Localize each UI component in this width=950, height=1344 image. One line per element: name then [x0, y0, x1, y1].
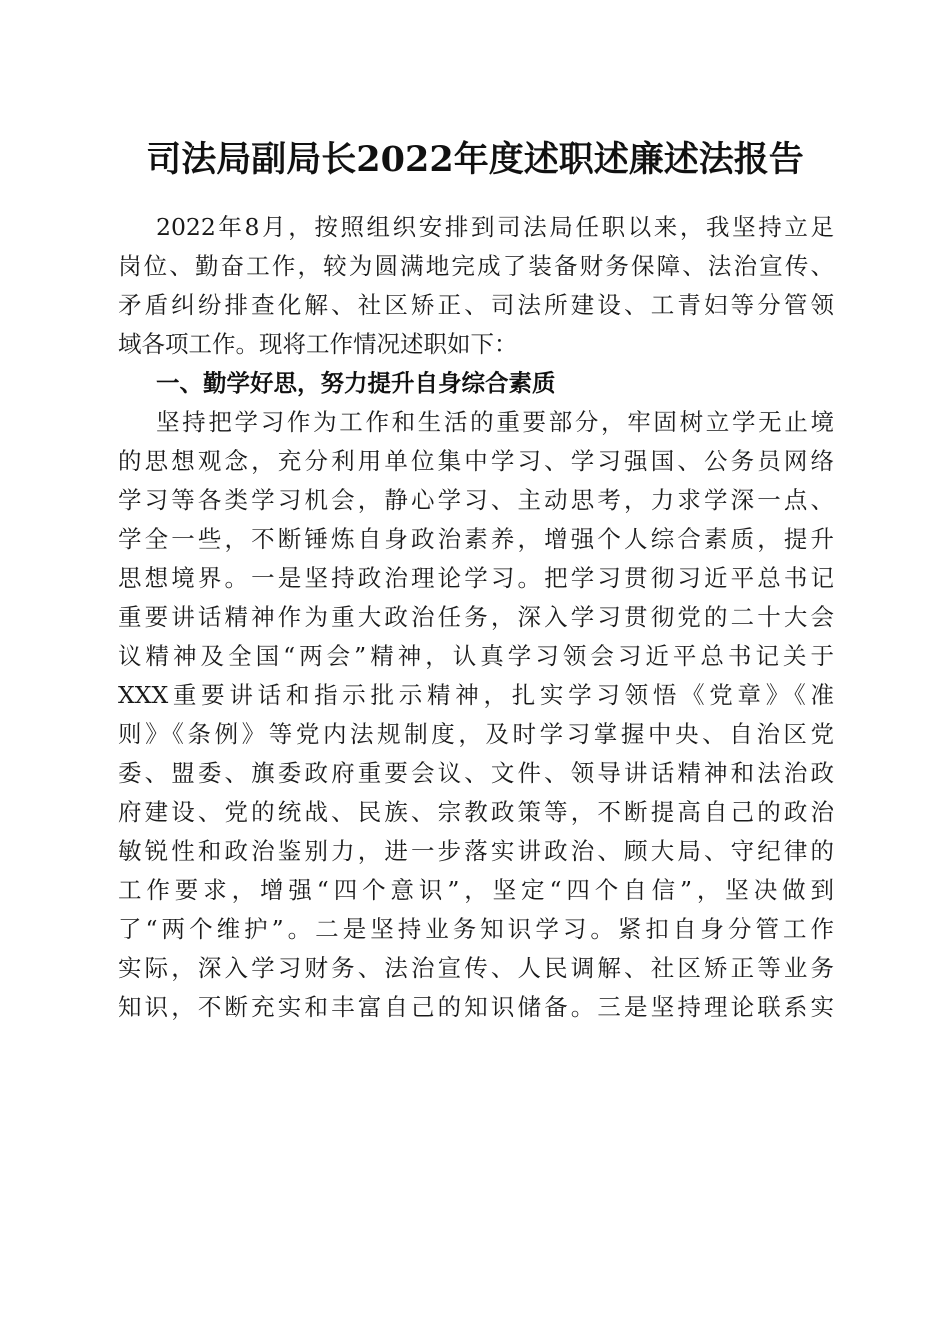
paragraph-line: 府建设、党的统战、民族、宗教政策等，不断提高自己的政治: [118, 798, 834, 826]
paragraph-line: 知识，不断充实和丰富自己的知识储备。三是坚持理论联系实: [118, 993, 834, 1021]
paragraph-line: 重要讲话精神作为重大政治任务，深入学习贯彻党的二十大会: [118, 603, 834, 631]
paragraph-line: 的思想观念，充分利用单位集中学习、学习强国、公务员网络: [118, 447, 834, 475]
document-title: 司法局副局长2022年度述职述廉述法报告: [146, 139, 804, 180]
paragraph-line: 敏锐性和政治鉴别力，进一步落实讲政治、顾大局、守纪律的: [118, 837, 834, 865]
paragraph-line: 坚持把学习作为工作和生活的重要部分，牢固树立学无止境: [156, 408, 834, 436]
paragraph-line: 思想境界。一是坚持政治理论学习。把学习贯彻习近平总书记: [118, 564, 834, 592]
paragraph-line: 工作要求，增强“四个意识”，坚定“四个自信”，坚决做到: [118, 876, 834, 904]
paragraph-line: 2022年8月，按照组织安排到司法局任职以来，我坚持立足: [156, 213, 834, 241]
paragraph-line: 学全一些，不断锤炼自身政治素养，增强个人综合素质，提升: [118, 525, 834, 553]
paragraph-line: 议精神及全国“两会”精神，认真学习领会习近平总书记关于: [118, 642, 834, 670]
paragraph-line: 委、盟委、旗委政府重要会议、文件、领导讲话精神和法治政: [118, 759, 834, 787]
paragraph-line: XXX重要讲话和指示批示精神，扎实学习领悟《党章》《准: [118, 681, 834, 709]
paragraph-line: 了“两个维护”。二是坚持业务知识学习。紧扣自身分管工作: [118, 915, 834, 943]
paragraph-line: 实际，深入学习财务、法治宣传、人民调解、社区矫正等业务: [118, 954, 834, 982]
section-heading: 一、勤学好思，努力提升自身综合素质: [156, 369, 556, 397]
paragraph-line: 矛盾纠纷排查化解、社区矫正、司法所建设、工青妇等分管领: [118, 291, 834, 319]
document-body: [118, 208, 834, 1027]
paragraph-line: 学习等各类学习机会，静心学习、主动思考，力求学深一点、: [118, 486, 834, 514]
paragraph-line: 则》《条例》等党内法规制度，及时学习掌握中央、自治区党: [118, 720, 834, 748]
paragraph-line: 岗位、勤奋工作，较为圆满地完成了装备财务保障、法治宣传、: [118, 252, 834, 280]
paragraph-line: 域各项工作。现将工作情况述职如下：: [118, 330, 518, 358]
